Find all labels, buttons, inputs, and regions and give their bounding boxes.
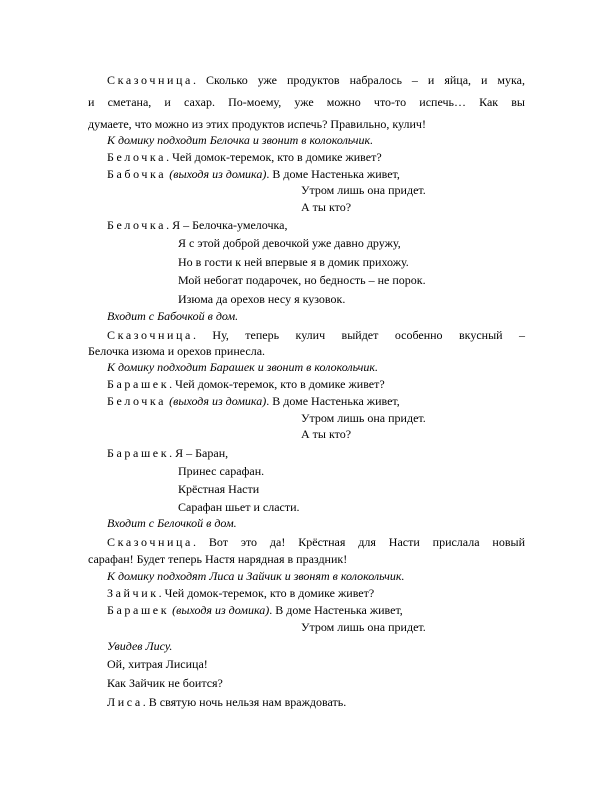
stage-direction: К домику подходит Белочка и звонит в колокольчик. xyxy=(107,133,374,147)
dialogue-line: Лиса. В святую ночь нельзя нам враждовать. xyxy=(107,695,347,709)
narrator-line: Сказочница. Ну, теперь кулич выйдет особенно вкусный – xyxy=(107,328,525,342)
verse-line: Я с этой доброй девочкой уже давно дружу, xyxy=(178,236,401,250)
dialogue-line: Барашек. Чей домок-теремок, кто в домике живет? xyxy=(107,377,385,391)
verse-line: Мой небогат подарочек, но бедность – не порок. xyxy=(178,273,426,287)
stage-direction: (выходя из домика) xyxy=(169,603,270,617)
stage-direction: Входит с Бабочкой в дом. xyxy=(107,309,239,323)
text-line: думаете, что можно из этих продуктов испечь? Правильно, кулич! xyxy=(88,117,426,131)
verse-line: Утром лишь она придет. xyxy=(301,411,426,425)
dialogue-line: Белочка. Чей домок-теремок, кто в домике живет? xyxy=(107,150,382,164)
verse-line: Крёстная Насти xyxy=(178,482,260,496)
speaker-name: Сказочница xyxy=(107,328,193,342)
stage-direction: К домику подходят Лиса и Зайчик и звонят в колокольчик. xyxy=(107,569,405,583)
verse-line: Сарафан шьет и сласти. xyxy=(178,500,300,514)
text-line: и сметана, и сахар. По-моему, уже можно что-то испечь… Как вы xyxy=(88,95,525,109)
speaker-name: Зайчик xyxy=(107,586,159,600)
verse-line: А ты кто? xyxy=(301,200,352,214)
verse-line: Утром лишь она придет. xyxy=(301,620,426,634)
verse-line: А ты кто? xyxy=(301,427,352,441)
stage-direction: Увидев Лису. xyxy=(107,639,173,653)
verse-line: Принес сарафан. xyxy=(178,464,265,478)
dialogue-line: Как Зайчик не боится? xyxy=(107,676,223,690)
text-line: сарафан! Будет теперь Настя нарядная в праздник! xyxy=(88,552,348,566)
dialogue-line: Бабочка (выходя из домика). В доме Настенька живет, xyxy=(107,167,400,181)
speaker-name: Барашек xyxy=(107,446,170,460)
stage-direction: (выходя из домика) xyxy=(166,394,267,408)
dialogue-line: Белочка. Я – Белочка-умелочка, xyxy=(107,218,288,232)
dialogue-line: Белочка (выходя из домика). В доме Настенька живет, xyxy=(107,394,400,408)
speaker-name: Сказочница xyxy=(107,535,193,549)
dialogue-line: Барашек (выходя из домика). В доме Настенька живет, xyxy=(107,603,403,617)
speaker-name: Бабочка xyxy=(107,167,167,181)
stage-direction: Входит с Белочкой в дом. xyxy=(107,516,237,530)
speaker-name: Лиса xyxy=(107,695,143,709)
verse-line: Изюма да орехов несу я кузовок. xyxy=(178,292,346,306)
narrator-line: Сказочница. Вот это да! Крёстная для Насти прислала новый xyxy=(107,535,525,549)
stage-direction: (выходя из домика) xyxy=(166,167,267,181)
speaker-name: Белочка xyxy=(107,150,167,164)
speaker-name: Белочка xyxy=(107,394,167,408)
speaker-name: Барашек xyxy=(107,377,170,391)
dialogue-line: Зайчик. Чей домок-теремок, кто в домике живет? xyxy=(107,586,375,600)
text-line: Белочка изюма и орехов принесла. xyxy=(88,344,266,358)
speaker-name: Белочка xyxy=(107,218,167,232)
speaker-name: Сказочница xyxy=(107,73,193,87)
dialogue-line: Барашек. Я – Баран, xyxy=(107,446,229,460)
stage-direction: К домику подходит Барашек и звонит в колокольчик. xyxy=(107,360,379,374)
verse-line: Но в гости к ней впервые я в домик прихожу. xyxy=(178,255,409,269)
speaker-name: Барашек xyxy=(107,603,170,617)
dialogue-line: Ой, хитрая Лисица! xyxy=(107,657,208,671)
verse-line: Утром лишь она придет. xyxy=(301,183,426,197)
narrator-line: Сказочница. Сколько уже продуктов набралось – и яйца, и мука, xyxy=(107,73,525,87)
